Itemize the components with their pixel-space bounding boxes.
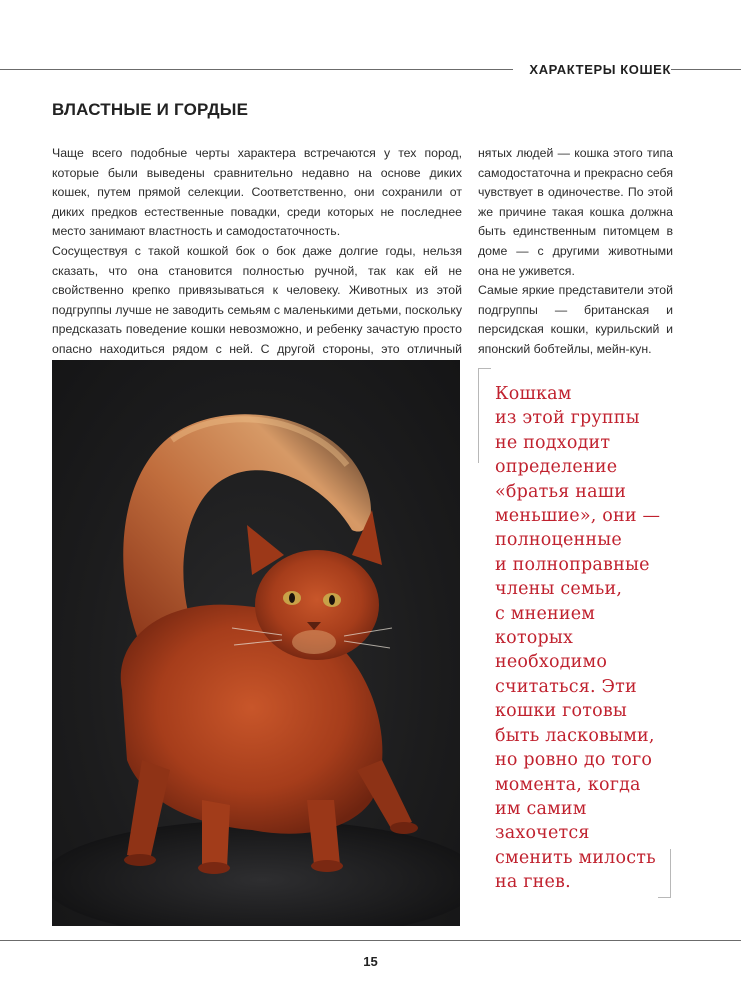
body-column-left (52, 144, 462, 379)
quote-line: необходимо (495, 652, 608, 673)
section-title: ВЛАСТНЫЕ И ГОРДЫЕ (52, 100, 249, 119)
quote-line: но ровно до того (495, 750, 653, 771)
running-header: ХАРАКТЕРЫ КОШЕК (513, 60, 671, 80)
quote-line: из этой группы (495, 408, 640, 429)
quote-bracket-top-left (478, 368, 491, 463)
quote-line: полноценные (495, 530, 622, 551)
cat-photo (52, 360, 460, 926)
quote-line: «братья наши (495, 481, 627, 502)
somali-cat-illustration (52, 360, 460, 926)
quote-line: сменить милость (495, 847, 656, 868)
quote-line: меньшие», они — (495, 506, 661, 527)
body-paragraph: Сосуществуя с такой кошкой бок о бок даже долгие годы, нельзя сказать, что она становится полностью ручной, так как ей не свойственно крепко привязываться к человеку. Животных из этой подгруппы лучше не заводить семьям с маленькими детьми, поскольку предсказать поведение кошки невозможно, и ребенку зачастую просто опасно находиться рядом с ней. С другой стороны, это отличный (52, 243, 462, 356)
quote-line: с мнением (495, 603, 596, 624)
quote-line: захочется (495, 823, 590, 844)
quote-line: считаться. Эти (495, 676, 637, 697)
quote-line: члены семьи, (495, 579, 623, 600)
quote-line: кошки готовы (495, 701, 628, 722)
quote-line: определение (495, 457, 618, 478)
quote-line: Кошкам (495, 384, 572, 404)
body-paragraph: нятых людей — кошка этого типа самодостаточна и прекрасно себя чувствует в одиночестве. По этой же причине такая кошка должна быть единственным питомцем в доме — с другими животными она не уживется. (478, 146, 673, 278)
page-number: 15 (363, 954, 378, 969)
quote-line: быть ласковыми, (495, 725, 655, 746)
quote-line: которых (495, 628, 574, 649)
quote-line: им самим (495, 798, 587, 819)
footer-rule (0, 940, 741, 941)
quote-line: и полноправные (495, 554, 650, 575)
quote-line: на гнев. (495, 872, 571, 893)
pull-quote (495, 382, 675, 895)
body-column-right (478, 144, 673, 360)
quote-line: момента, когда (495, 774, 641, 795)
quote-line: не подходит (495, 432, 611, 453)
body-paragraph: Самые яркие представители этой подгруппы — британская и персидская кошки, курильский и японский бобтейлы, мейн-кун. (478, 283, 673, 356)
body-paragraph: Чаще всего подобные черты характера встречаются у тех пород, которые были выведены сравнительно недавно на основе диких кошек, путем прямой селекции. Соответственно, они сохранили от диких предков естественные повадки, среди которых не последнее место занимают властность и самодостаточность. (52, 146, 462, 239)
